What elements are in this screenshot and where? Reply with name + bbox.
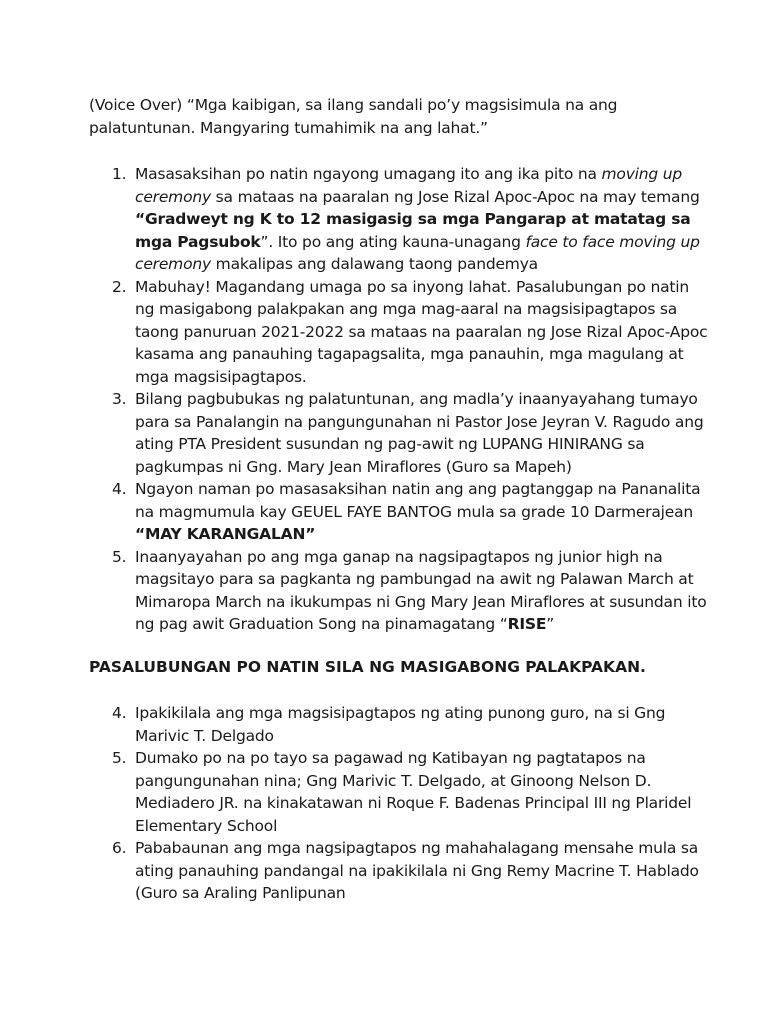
item-number: 2. <box>112 277 127 296</box>
intro-line-1: (Voice Over) “Mga kaibigan, sa ilang sandali po’y magsisimula na ang <box>89 96 618 114</box>
list-item: 4. Ipakikilala ang mga magsisipagtapos ng ating punong guro, na si Gng Marivic T. Delgado <box>112 704 666 745</box>
section-heading: PASALUBUNGAN PO NATIN SILA NG MASIGABONG PALAKPAKAN. <box>89 658 646 676</box>
item-number: 6. <box>112 839 127 857</box>
program-list-2 <box>89 702 709 905</box>
list-item: 5. Inaanyayahan po ang mga ganap na nagsipagtapos ng junior high na magsitayo para sa pagkanta ng pambungad na awit ng Palawan March at Mimaropa March na ikukumpas ni Gng Mary Jean Miraflores at susundan ito ng pag awit Graduation Song na pinamagatang “RISE” <box>112 547 707 633</box>
list-item: 6. Pababaunan ang mga nagsipagtapos ng mahahalagang mensahe mula sa ating panauhing pandangal na ipakikilala ni Gng Remy Macrine T. Hablado (Guro sa Araling Panlipunan <box>112 839 699 902</box>
list-item: 1. Masasaksihan po natin ngayong umagang ito ang ika pito na moving up ceremony sa mataas na paaralan ng Jose Rizal Apoc-Apoc na may temang “Gradweyt ng K to 12 masigasig sa mga Pangarap at matatag sa mga Pagsubok”. Ito po ang ating kauna-unagang face to face moving up ceremony makalipas ang dalawang taong pandemya <box>112 165 700 273</box>
item-number: 5. <box>112 749 127 767</box>
item-number: 5. <box>112 547 127 566</box>
list-item: 4. Ngayon naman po masasaksihan natin ang ang pagtanggap na Pananalita na magmumula kay GEUEL FAYE BANTOG mula sa grade 10 Darmerajean “MAY KARANGALAN” <box>112 480 701 543</box>
intro-paragraph <box>89 94 689 139</box>
item-number: 4. <box>112 480 127 498</box>
program-list-1 <box>89 163 709 636</box>
item-number: 1. <box>112 165 127 183</box>
list-item: 3. Bilang pagbubukas ng palatuntunan, ang madla’y inaanyayahang tumayo para sa Panalangin na pangungunahan ni Pastor Jose Jeyran V. Ragudo ang ating PTA President susundan ng pag-awit ng LUPANG HINIRANG sa pagkumpas ni Gng. Mary Jean Miraflores (Guro sa Mapeh) <box>112 390 704 476</box>
intro-line-2: palatuntunan. Mangyaring tumahimik na ang lahat.” <box>89 118 488 137</box>
list-item: 2. Mabuhay! Magandang umaga po sa inyong lahat. Pasalubungan po natin ng masigabong palakpakan ang mga mag-aaral na magsisipagtapos sa taong panuruan 2021-2022 sa mataas na paaralan ng Jose Rizal Apoc-Apoc kasama ang panauhing tagapagsalita, mga panauhin, mga magulang at mga magsisipagtapos. <box>112 277 708 386</box>
list-item: 5. Dumako po na po tayo sa pagawad ng Katibayan ng pagtatapos na pangungunahan nina; Gng Marivic T. Delgado, at Ginoong Nelson D. Mediadero JR. na kinakatawan ni Roque F. Badenas Principal III ng Plaridel Elementary School <box>112 749 692 835</box>
item-number: 4. <box>112 704 127 722</box>
item-number: 3. <box>112 390 127 408</box>
